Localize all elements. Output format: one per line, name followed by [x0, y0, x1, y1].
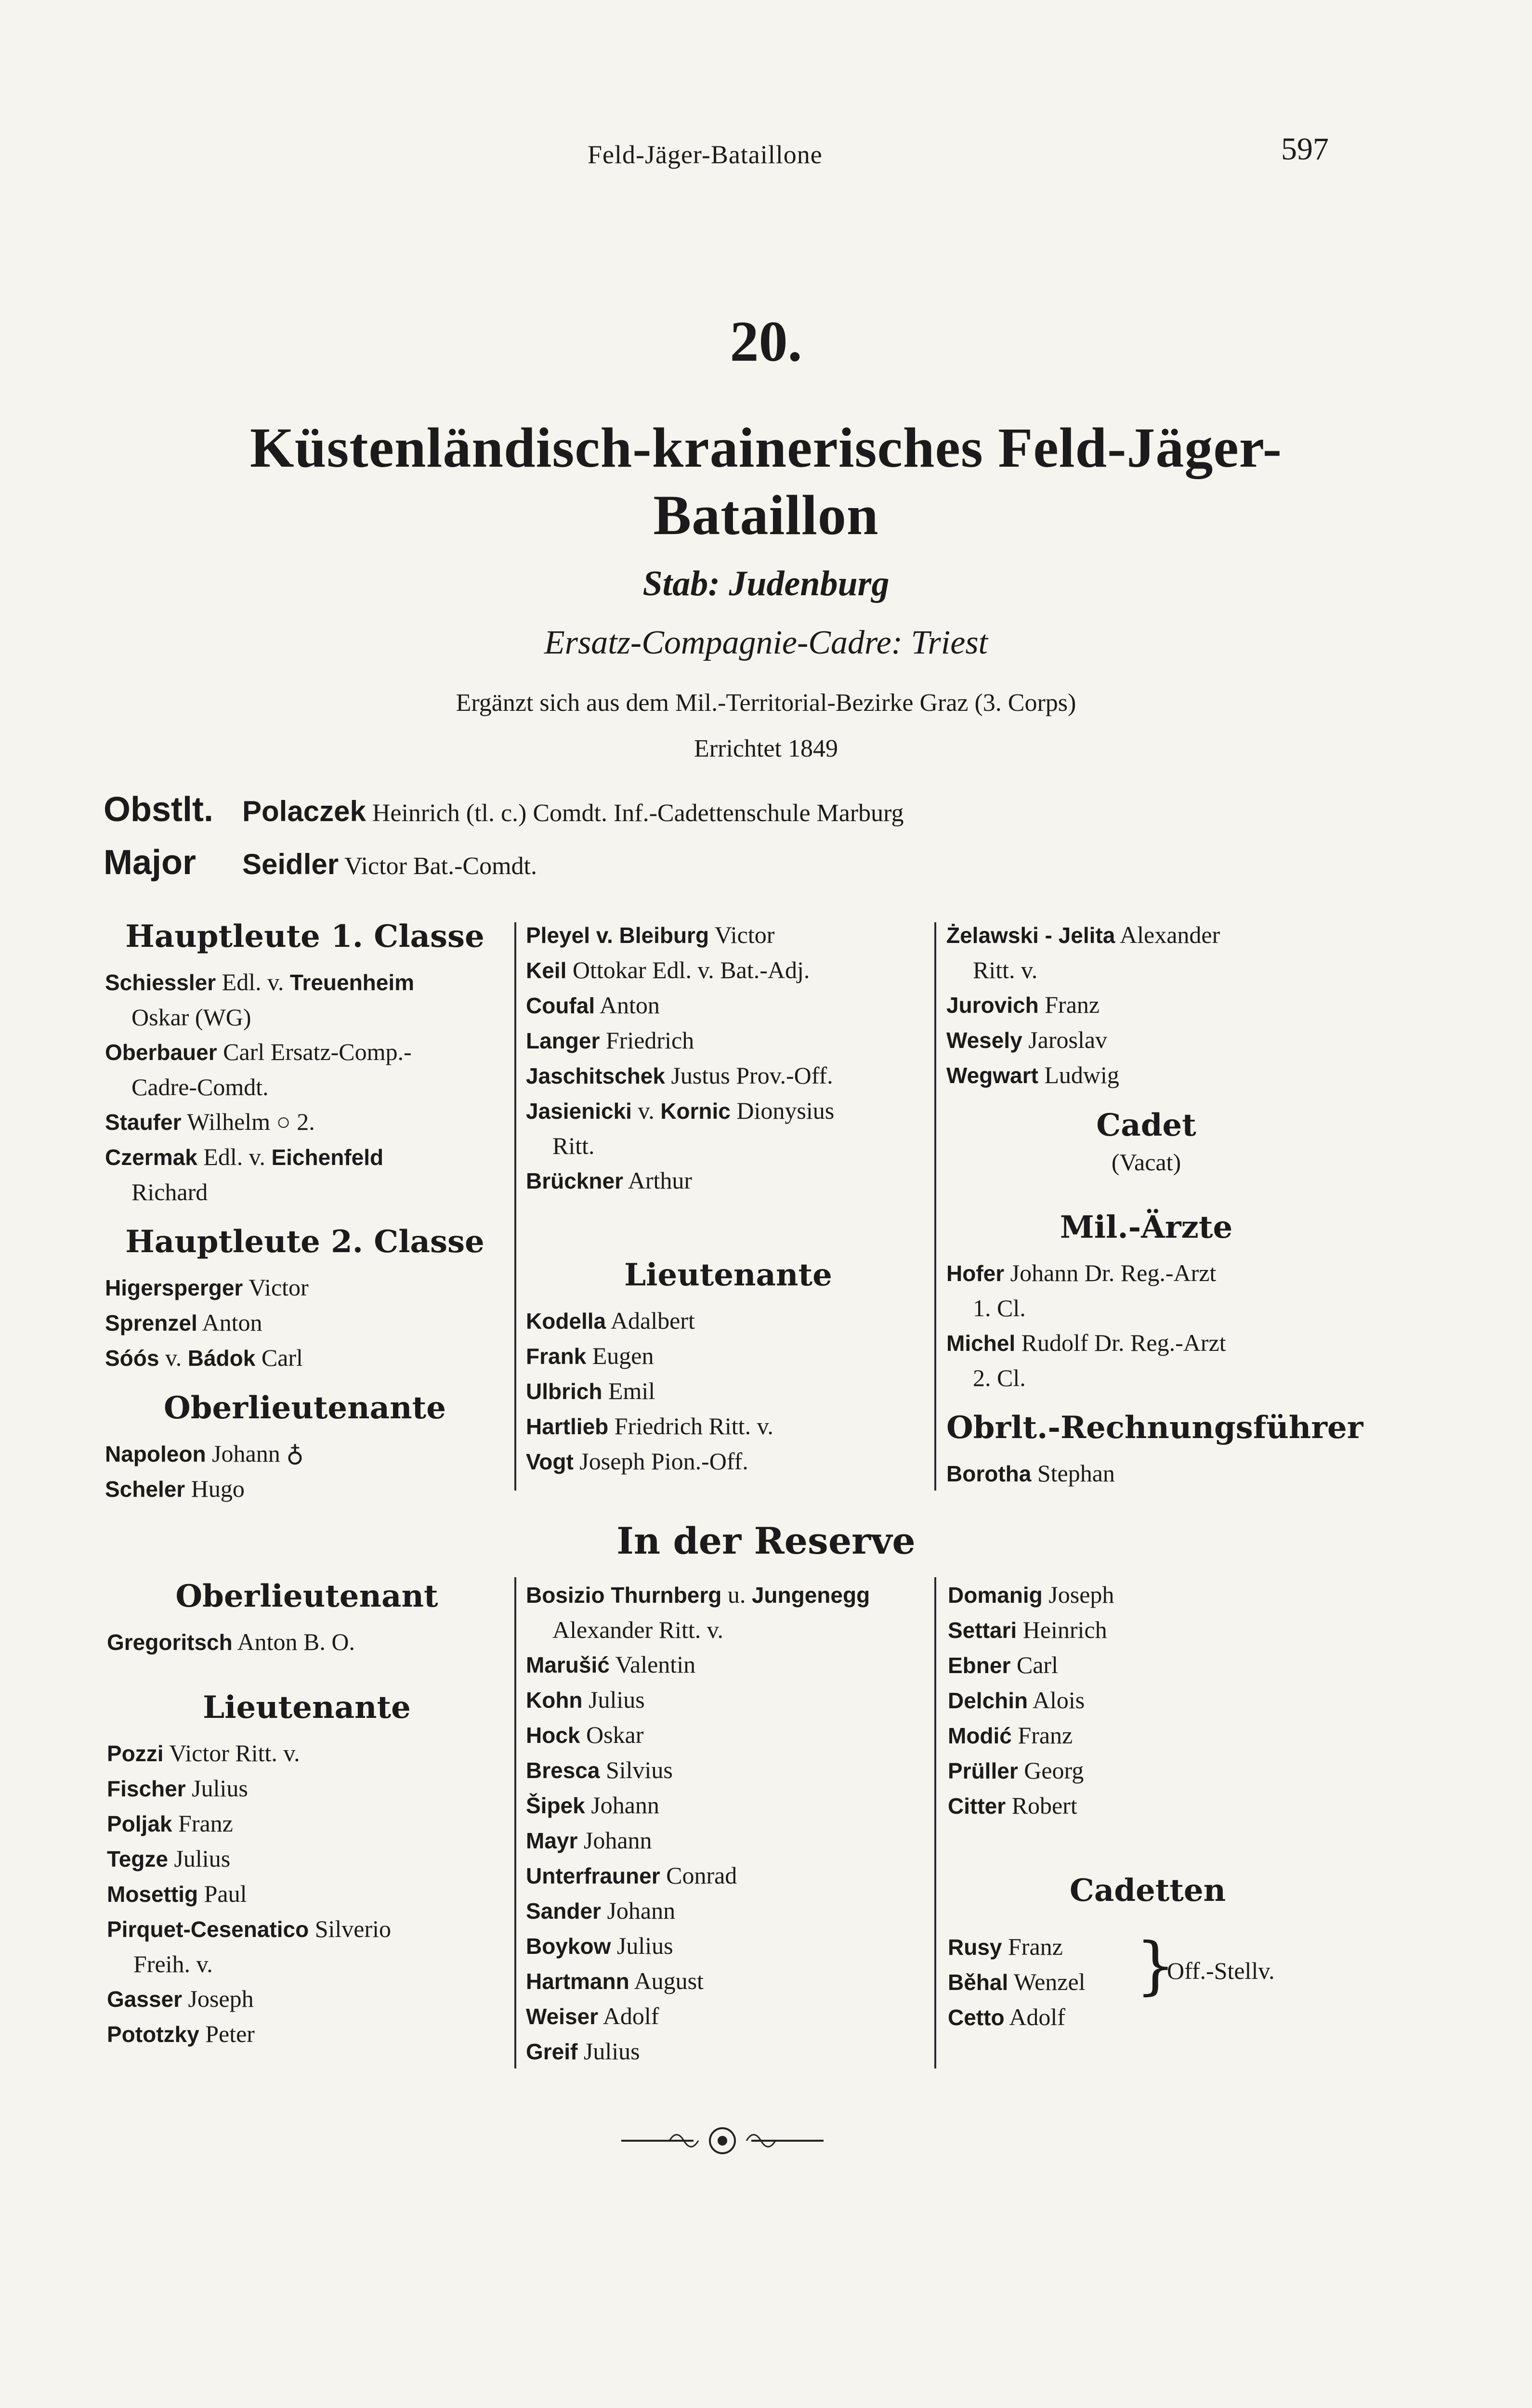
page-number: 597: [1281, 131, 1329, 167]
list-item: [948, 1648, 1348, 1683]
list-item: [526, 1893, 930, 1928]
person-details: Johann: [607, 1897, 676, 1924]
reserve-heading: In der Reserve: [616, 1519, 916, 1562]
running-head: Feld-Jäger-Bataillone: [588, 140, 823, 169]
recruitment-line: Ergänzt sich aus dem Mil.-Territorial-Bezirke Graz (3. Corps): [456, 689, 1076, 717]
person-surname: Jasienicki: [526, 1099, 632, 1124]
person-surname: Żelawski - Jelita: [946, 923, 1115, 948]
person-details: u.: [727, 1581, 746, 1608]
person-details: Dionysius: [736, 1097, 835, 1124]
list-item-continuation: Alexander Ritt. v.: [552, 1616, 724, 1643]
person-details: Johann ♁: [212, 1440, 304, 1467]
person-details: Adolf: [602, 2002, 659, 2029]
person-details: Arthur: [628, 1167, 693, 1194]
person-surname: Bádok: [187, 1346, 256, 1371]
person-surname: Jaschitschek: [526, 1063, 665, 1088]
list-item: [946, 1022, 1346, 1058]
list-item: [526, 1788, 930, 1823]
person-details: Joseph: [188, 1985, 254, 2012]
person-details: Peter: [205, 2020, 255, 2047]
staff-details: Victor Bat.-Comdt.: [344, 852, 537, 880]
staff-details: Heinrich (tl. c.) Comdt. Inf.-Cadettenschule Marburg: [372, 799, 904, 827]
person-details: Robert: [1011, 1792, 1077, 1819]
person-surname: Frank: [526, 1344, 587, 1369]
list-item: [107, 1841, 507, 1876]
person-surname: Schiessler: [105, 970, 216, 995]
list-item: [107, 1771, 507, 1806]
list-item: [105, 965, 505, 1000]
person-surname: Gregoritsch: [107, 1630, 233, 1655]
person-surname: Šipek: [526, 1793, 585, 1818]
list-item: [526, 1753, 930, 1788]
list-item: [526, 1928, 930, 1963]
person-surname: Boykow: [526, 1934, 611, 1959]
person-surname: Pozzi: [107, 1741, 164, 1766]
person-surname: Hofer: [946, 1261, 1005, 1286]
person-surname: Domanig: [948, 1583, 1043, 1608]
person-surname: Langer: [526, 1028, 600, 1053]
list-item: [107, 1876, 507, 1911]
person-details: Carl: [261, 1344, 303, 1371]
person-details: August: [634, 1967, 704, 1994]
column-divider: [934, 922, 936, 1491]
person-details: Victor Ritt. v.: [169, 1740, 300, 1767]
person-surname: Cetto: [948, 2005, 1005, 2030]
list-item: [105, 1471, 505, 1506]
section-heading: Mil.-Ärzte: [1060, 1209, 1233, 1245]
person-surname: Eichenfeld: [271, 1145, 384, 1170]
person-details: Oskar: [586, 1721, 644, 1748]
established-line: Errichtet 1849: [694, 735, 838, 762]
unit-title-line1: Küstenländisch-krainerisches Feld-Jäger-: [249, 416, 1283, 479]
person-details: Franz: [1045, 991, 1100, 1018]
person-surname: Mosettig: [107, 1882, 198, 1907]
list-item: [526, 1444, 930, 1479]
person-details: Victor: [714, 921, 775, 948]
person-surname: Mayr: [526, 1828, 578, 1853]
person-surname: Kohn: [526, 1688, 583, 1713]
person-details: Wilhelm ○ 2.: [187, 1108, 315, 1135]
list-item-continuation: Ritt.: [552, 1132, 595, 1159]
person-surname: Vogt: [526, 1449, 574, 1474]
person-surname: Scheler: [105, 1477, 185, 1502]
person-details: Franz: [1018, 1722, 1073, 1749]
person-details: Eugen: [592, 1342, 654, 1369]
active-column-1: [105, 917, 505, 1506]
person-details: v.: [165, 1344, 182, 1371]
person-surname: Sander: [526, 1898, 601, 1924]
reserve-column-3: [948, 1577, 1348, 2035]
person-surname: Tegze: [107, 1846, 168, 1871]
list-item: [948, 1612, 1348, 1648]
person-surname: Michel: [946, 1331, 1016, 1356]
list-item: [526, 2034, 930, 2069]
person-surname: Bresca: [526, 1758, 600, 1783]
person-surname: Napoleon: [105, 1441, 206, 1466]
staff-name: Seidler: [242, 848, 339, 880]
person-details: Adalbert: [610, 1307, 695, 1334]
list-item: [948, 1577, 1348, 1612]
person-details: Franz: [1008, 1933, 1063, 1960]
list-item: [105, 1034, 505, 1070]
stab-line: Stab: Judenburg: [642, 564, 890, 603]
person-details: Julius: [583, 2038, 640, 2065]
list-item: [526, 1823, 930, 1858]
list-item: [526, 1093, 930, 1128]
section-heading: Cadetten: [1069, 1872, 1226, 1909]
person-details: Julius: [616, 1932, 673, 1959]
reserve-column-2: [526, 1577, 930, 2069]
person-details: Hugo: [191, 1475, 245, 1502]
list-item-continuation: Freih. v.: [133, 1950, 213, 1977]
list-item: [526, 1717, 930, 1753]
person-surname: Staufer: [105, 1110, 182, 1135]
list-item-continuation: Cadre-Comdt.: [131, 1073, 269, 1100]
person-details: Johann Dr. Reg.-Arzt: [1010, 1259, 1217, 1286]
person-details: Edl. v.: [222, 968, 284, 995]
person-surname: Sprenzel: [105, 1310, 197, 1335]
staff-name: Polaczek: [242, 795, 366, 827]
staff-row: [104, 790, 904, 829]
person-surname: Higersperger: [105, 1275, 243, 1300]
person-details: Ludwig: [1044, 1061, 1119, 1088]
person-surname: Gasser: [107, 1987, 183, 2012]
list-item: [107, 1911, 507, 1947]
list-item: [526, 1682, 930, 1717]
section-heading: Obrlt.-Rechnungsführer: [946, 1410, 1363, 1446]
staff-rank: Obstlt.: [104, 790, 213, 829]
list-item: [526, 1577, 930, 1612]
list-item: [946, 1058, 1346, 1093]
person-surname: Kodella: [526, 1309, 606, 1334]
list-item: [946, 987, 1346, 1022]
person-surname: Delchin: [948, 1688, 1028, 1713]
list-item: [107, 1736, 507, 1771]
person-surname: Modić: [948, 1723, 1012, 1748]
person-surname: Sóós: [105, 1346, 159, 1371]
list-item: [105, 1340, 505, 1375]
ersatz-line: Ersatz-Compagnie-Cadre: Triest: [544, 624, 988, 661]
unit-number: 20.: [730, 309, 802, 373]
person-details: Franz: [178, 1810, 233, 1837]
person-details: Julius: [174, 1845, 231, 1872]
list-item: [526, 953, 930, 988]
list-item: [946, 1325, 1346, 1361]
column-divider: [514, 1577, 516, 2068]
person-surname: Poljak: [107, 1811, 172, 1836]
list-item: [526, 1338, 930, 1374]
person-details: Wenzel: [1013, 1968, 1086, 1995]
unit-title-line2: Bataillon: [653, 484, 879, 547]
person-details: Heinrich: [1022, 1616, 1107, 1643]
person-details: Adolf: [1009, 2003, 1065, 2030]
staff-rank: Major: [104, 843, 196, 882]
list-item: [105, 1436, 505, 1471]
column-divider: [514, 922, 516, 1491]
person-details: Georg: [1024, 1757, 1084, 1784]
list-item-continuation: Oskar (WG): [131, 1004, 251, 1031]
person-surname: Pirquet-Cesenatico: [107, 1917, 309, 1942]
list-item: [948, 1718, 1348, 1753]
reserve-column-1: [107, 1577, 507, 2052]
list-item: [948, 1788, 1348, 1823]
person-details: Victor: [248, 1274, 309, 1301]
list-item: [946, 1256, 1346, 1291]
person-surname: Rusy: [948, 1935, 1002, 1960]
person-details: Johann: [583, 1827, 652, 1854]
ornament-icon: [621, 2119, 824, 2162]
list-item-continuation: 2. Cl.: [973, 1364, 1026, 1391]
person-surname: Brückner: [526, 1168, 623, 1193]
section-heading: Cadet: [1096, 1107, 1196, 1143]
list-item: [107, 2016, 507, 2052]
person-surname: Bosizio Thurnberg: [526, 1583, 722, 1608]
person-surname: Marušić: [526, 1652, 610, 1677]
list-item-continuation: 1. Cl.: [973, 1295, 1026, 1322]
person-surname: Hartlieb: [526, 1414, 609, 1439]
list-item: [946, 917, 1346, 953]
person-details: Justus Prov.-Off.: [671, 1062, 833, 1089]
person-details: Paul: [204, 1880, 247, 1907]
section-heading: Hauptleute 2. Classe: [125, 1224, 484, 1260]
section-heading: Lieutenante: [624, 1257, 832, 1293]
brace-note: Off.-Stellv.: [1167, 1957, 1275, 1984]
person-details: Conrad: [666, 1862, 737, 1889]
person-surname: Unterfrauner: [526, 1863, 660, 1888]
person-surname: Ebner: [948, 1653, 1011, 1678]
person-surname: Czermak: [105, 1145, 197, 1170]
person-surname: Citter: [948, 1793, 1006, 1819]
staff-row: [104, 843, 537, 882]
brace-symbol: }: [1136, 1929, 1176, 2002]
person-surname: Hartmann: [526, 1969, 629, 1994]
list-item: [948, 1753, 1348, 1788]
list-item-continuation: Richard: [131, 1178, 208, 1205]
person-details: Anton: [599, 992, 660, 1019]
person-details: Alois: [1032, 1687, 1085, 1714]
list-item: [526, 1374, 930, 1409]
list-item: [105, 1305, 505, 1340]
person-details: Carl Ersatz-Comp.-: [223, 1038, 412, 1065]
person-surname: Oberbauer: [105, 1040, 217, 1065]
person-details: Stephan: [1037, 1460, 1115, 1487]
list-item: [526, 917, 930, 953]
person-details: Rudolf Dr. Reg.-Arzt: [1021, 1329, 1226, 1356]
list-item: [105, 1139, 505, 1175]
person-surname: Fischer: [107, 1776, 186, 1801]
person-details: Jaroslav: [1028, 1026, 1108, 1053]
person-details: Friedrich: [605, 1027, 694, 1054]
person-details: Anton: [202, 1309, 262, 1336]
person-details: Joseph: [1048, 1581, 1114, 1608]
unit-title: [0, 414, 1532, 549]
active-column-3: [946, 917, 1363, 1491]
person-surname: Jungenegg: [751, 1583, 870, 1608]
list-item: [107, 1981, 507, 2016]
list-item: [526, 1858, 930, 1893]
list-item: [526, 1963, 930, 1999]
person-details: Emil: [608, 1377, 655, 1404]
person-surname: Weiser: [526, 2004, 599, 2029]
list-item: [948, 1683, 1348, 1718]
list-item: [526, 1303, 930, 1338]
list-item: [526, 1999, 930, 2034]
person-details: Johann: [591, 1792, 659, 1819]
person-details: Silverio: [314, 1915, 392, 1942]
person-surname: Prüller: [948, 1758, 1018, 1783]
person-details: Friedrich Ritt. v.: [614, 1413, 773, 1440]
person-details: Alexander: [1120, 921, 1220, 948]
person-surname: Jurovich: [946, 993, 1039, 1018]
section-heading: Oberlieutenant: [175, 1578, 438, 1614]
person-surname: Wesely: [946, 1028, 1022, 1053]
list-item: [105, 1270, 505, 1305]
person-surname: Kornic: [660, 1099, 731, 1124]
list-item: [526, 1409, 930, 1444]
list-item: [946, 1456, 1346, 1491]
person-details: v.: [638, 1097, 655, 1124]
list-item: [105, 1104, 505, 1139]
person-surname: Hock: [526, 1723, 580, 1748]
section-heading: Hauptleute 1. Classe: [125, 918, 484, 955]
person-surname: Coufal: [526, 993, 595, 1018]
person-surname: Ulbrich: [526, 1379, 602, 1404]
person-surname: Keil: [526, 958, 567, 983]
list-item: [948, 2000, 1348, 2035]
section-heading: Lieutenante: [203, 1689, 411, 1726]
column-divider: [934, 1577, 936, 2068]
list-item-continuation: Ritt. v.: [973, 956, 1038, 983]
vacat-note: (Vacat): [1111, 1149, 1181, 1176]
list-item: [107, 1624, 507, 1660]
person-surname: Borotha: [946, 1461, 1032, 1486]
list-item: [526, 1058, 930, 1093]
person-details: Ottokar Edl. v. Bat.-Adj.: [572, 956, 810, 983]
active-column-2: [526, 917, 930, 1479]
person-surname: Treuenheim: [289, 970, 415, 995]
person-details: Edl. v.: [203, 1143, 265, 1170]
list-item: [526, 1647, 930, 1682]
person-details: Julius: [192, 1775, 248, 1802]
person-details: Joseph Pion.-Off.: [579, 1448, 748, 1475]
person-details: Valentin: [615, 1651, 696, 1678]
list-item: [526, 1023, 930, 1058]
person-details: Carl: [1016, 1651, 1058, 1678]
cadetten-group: [948, 1929, 1348, 2000]
list-item: [107, 1806, 507, 1841]
person-surname: Pleyel v. Bleiburg: [526, 923, 709, 948]
person-surname: Pototzky: [107, 2022, 199, 2047]
person-details: Silvius: [605, 1756, 673, 1783]
person-surname: Běhal: [948, 1970, 1008, 1995]
person-details: Julius: [589, 1686, 645, 1713]
list-item: [526, 988, 930, 1023]
list-item: [526, 1163, 930, 1198]
person-surname: Greif: [526, 2039, 578, 2064]
person-surname: Settari: [948, 1618, 1017, 1643]
person-details: Anton B. O.: [237, 1628, 355, 1655]
person-surname: Wegwart: [946, 1063, 1038, 1088]
section-heading: Oberlieutenante: [164, 1390, 446, 1426]
